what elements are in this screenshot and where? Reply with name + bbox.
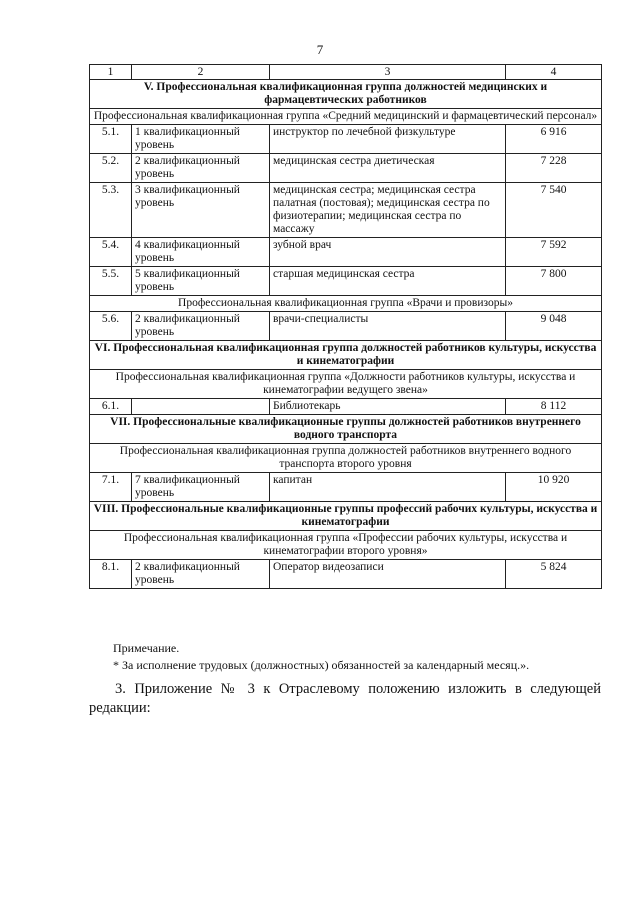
row-number: 5.2. [90, 154, 132, 183]
salary-value: 7 540 [506, 183, 602, 238]
section-header-row [90, 341, 602, 370]
table-row [90, 312, 602, 341]
header-cell: 1 [90, 65, 132, 80]
salary-table [89, 64, 602, 589]
row-number: 5.6. [90, 312, 132, 341]
table-row [90, 125, 602, 154]
table-row [90, 267, 602, 296]
salary-value: 6 916 [506, 125, 602, 154]
section-header-row [90, 502, 602, 531]
salary-value: 9 048 [506, 312, 602, 341]
salary-value: 7 592 [506, 238, 602, 267]
group-header-row [90, 531, 602, 560]
qualification-level: 7 квалификационный уровень [132, 473, 270, 502]
table-row [90, 154, 602, 183]
group-header-row [90, 296, 602, 312]
table-row [90, 560, 602, 589]
row-number: 6.1. [90, 399, 132, 415]
position-name: медицинская сестра; медицинская сестра палатная (постовая); медицинская сестра по физиотерапии; медицинская сестра по массажу [270, 183, 506, 238]
section-header-row [90, 415, 602, 444]
qualification-level: 4 квалификационный уровень [132, 238, 270, 267]
salary-value: 8 112 [506, 399, 602, 415]
group-header-row [90, 109, 602, 125]
page-number: 7 [316, 42, 324, 57]
position-name: врачи-специалисты [270, 312, 506, 341]
salary-table-body [90, 65, 602, 589]
note-text: * За исполнение трудовых (должностных) обязанностей за календарный месяц.». [113, 658, 530, 672]
salary-value: 7 228 [506, 154, 602, 183]
position-name: Оператор видеозаписи [270, 560, 506, 589]
note-title: Примечание. [113, 641, 180, 655]
group-header-row [90, 444, 602, 473]
row-number: 5.1. [90, 125, 132, 154]
header-cell: 2 [132, 65, 270, 80]
table-row [90, 399, 602, 415]
position-name: инструктор по лечебной физкультуре [270, 125, 506, 154]
row-number: 5.3. [90, 183, 132, 238]
group-title: Профессиональная квалификационная группа должностей работников внутреннего водного транспорта второго уровня [90, 444, 602, 473]
qualification-level: 2 квалификационный уровень [132, 560, 270, 589]
qualification-level: 2 квалификационный уровень [132, 154, 270, 183]
group-header-row [90, 370, 602, 399]
qualification-level [132, 399, 270, 415]
row-number: 5.4. [90, 238, 132, 267]
note-block [113, 640, 603, 674]
row-number: 5.5. [90, 267, 132, 296]
qualification-level: 3 квалификационный уровень [132, 183, 270, 238]
group-title: Профессиональная квалификационная группа «Врачи и провизоры» [90, 296, 602, 312]
qualification-level: 2 квалификационный уровень [132, 312, 270, 341]
position-name: медицинская сестра диетическая [270, 154, 506, 183]
table-row [90, 473, 602, 502]
section-header-row [90, 80, 602, 109]
salary-value: 5 824 [506, 560, 602, 589]
group-title: Профессиональная квалификационная группа «Профессии рабочих культуры, искусства и кинематографии второго уровня» [90, 531, 602, 560]
section-title: V. Профессиональная квалификационная группа должностей медицинских и фармацевтических работников [90, 80, 602, 109]
header-cell: 4 [506, 65, 602, 80]
table-row [90, 183, 602, 238]
position-name: зубной врач [270, 238, 506, 267]
group-title: Профессиональная квалификационная группа «Средний медицинский и фармацевтический персонал» [90, 109, 602, 125]
qualification-level: 1 квалификационный уровень [132, 125, 270, 154]
section-title: VI. Профессиональная квалификационная группа должностей работников культуры, искусства и кинематографии [90, 341, 602, 370]
body-paragraph: 3. Приложение № 3 к Отраслевому положению изложить в следующей редакции: [89, 681, 601, 716]
section-title: VII. Профессиональные квалификационные группы должностей работников внутреннего водного транспорта [90, 415, 602, 444]
position-name: капитан [270, 473, 506, 502]
position-name: Библиотекарь [270, 399, 506, 415]
table-row [90, 238, 602, 267]
row-number: 7.1. [90, 473, 132, 502]
section-title: VIII. Профессиональные квалификационные группы профессий рабочих культуры, искусства и кинематографии [90, 502, 602, 531]
header-cell: 3 [270, 65, 506, 80]
table-header-row [90, 65, 602, 80]
group-title: Профессиональная квалификационная группа «Должности работников культуры, искусства и кинематографии ведущего звена» [90, 370, 602, 399]
salary-value: 7 800 [506, 267, 602, 296]
qualification-level: 5 квалификационный уровень [132, 267, 270, 296]
row-number: 8.1. [90, 560, 132, 589]
position-name: старшая медицинская сестра [270, 267, 506, 296]
salary-value: 10 920 [506, 473, 602, 502]
